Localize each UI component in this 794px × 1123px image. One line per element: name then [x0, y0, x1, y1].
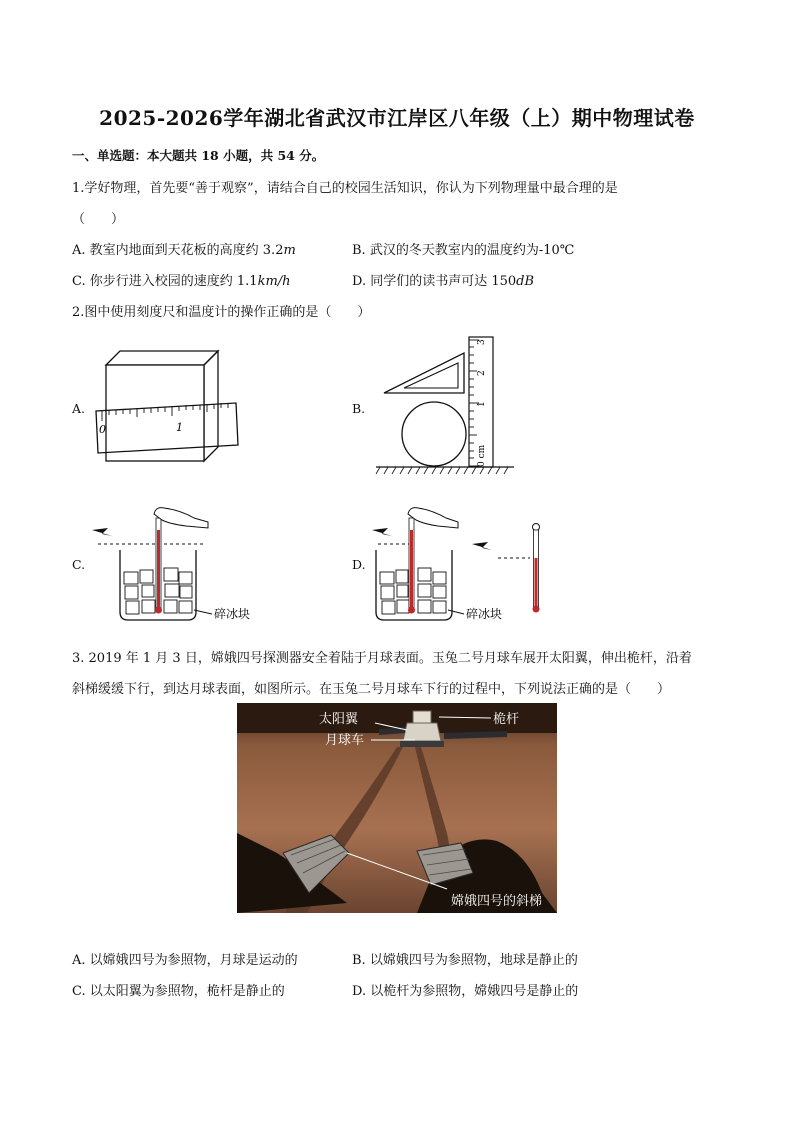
q1-option-a[interactable] — [72, 239, 296, 258]
q2-figure-a — [92, 345, 242, 465]
q2-figure-d-thermometer-outside — [470, 520, 550, 615]
q3-photo-label-rover: 月球车 — [325, 732, 365, 747]
q1-option-a-text: A. 教室内地面到天花板的高度约 3.2 — [72, 243, 284, 258]
q1-option-a-unit: m — [283, 243, 296, 258]
q2-option-b-label[interactable]: B. — [352, 401, 366, 416]
q1-option-d-unit: dB — [516, 274, 535, 289]
q3-photo-label-mast: 桅杆 — [493, 711, 520, 726]
q2-b-tick-0: 0 cm — [477, 444, 487, 467]
q1-option-b[interactable]: B. 武汉的冬天教室内的温度约为-10℃ — [352, 243, 575, 258]
q1-stem: 1.学好物理，首先要“善于观察”，请结合自己的校园生活知识，你认为下列物理量中最合理的是 — [72, 181, 618, 196]
q3-option-b[interactable]: B. 以嫦娥四号为参照物，地球是静止的 — [352, 953, 578, 968]
q3-photo-label-solar: 太阳翼 — [319, 711, 359, 726]
q2-b-tick-2: 2 — [477, 370, 487, 376]
page-title: 2025-2026学年湖北省武汉市江岸区八年级（上）期中物理试卷 — [99, 106, 695, 130]
q2-option-a-label[interactable]: A. — [72, 401, 86, 416]
q1-blank: （ ） — [72, 212, 125, 227]
q2-b-tick-3: 3 — [477, 339, 487, 345]
q1-option-c-unit: km/h — [257, 274, 291, 289]
q1-option-d-text: D. 同学们的读书声可达 150 — [352, 274, 517, 289]
q2-c-ice-label: 碎冰块 — [214, 607, 251, 621]
q3-photo-label-ladder: 嫦娥四号的斜梯 — [451, 893, 543, 908]
q1-option-c-text: C. 你步行进入校园的速度约 1.1 — [72, 274, 258, 289]
q3-stem-line2: 斜梯缓缓下行，到达月球表面，如图所示。在玉兔二号月球车下行的过程中，下列说法正确的是（ ） — [72, 682, 671, 697]
q3-moon-rover-photo — [237, 703, 557, 913]
q2-option-c-label[interactable]: C. — [72, 557, 86, 572]
q2-a-ruler-zero: 0 — [99, 423, 106, 436]
q3-option-d[interactable]: D. 以桅杆为参照物，嫦娥四号是静止的 — [352, 984, 579, 999]
q3-option-a[interactable]: A. 以嫦娥四号为参照物，月球是运动的 — [72, 953, 298, 968]
q2-a-ruler-one: 1 — [176, 421, 183, 434]
q1-option-d[interactable] — [352, 270, 534, 289]
q2-d-ice-label: 碎冰块 — [466, 607, 503, 621]
q2-figure-c — [90, 500, 270, 625]
q3-stem-line1: 3. 2019 年 1 月 3 日，嫦娥四号探测器安全着陆于月球表面。玉兔二号月球车展开太阳翼，伸出桅杆，沿着 — [72, 651, 692, 666]
q2-option-d-label[interactable]: D. — [352, 557, 366, 572]
q2-b-tick-1: 1 — [477, 401, 487, 407]
q2-stem: 2.图中使用刻度尺和温度计的操作正确的是（ ） — [72, 305, 371, 320]
q2-figure-b — [374, 333, 519, 478]
section-heading: 一、单选题：本大题共 18 小题，共 54 分。 — [72, 148, 325, 163]
q1-option-c[interactable] — [72, 270, 291, 289]
q3-option-c[interactable]: C. 以太阳翼为参照物，桅杆是静止的 — [72, 984, 285, 999]
